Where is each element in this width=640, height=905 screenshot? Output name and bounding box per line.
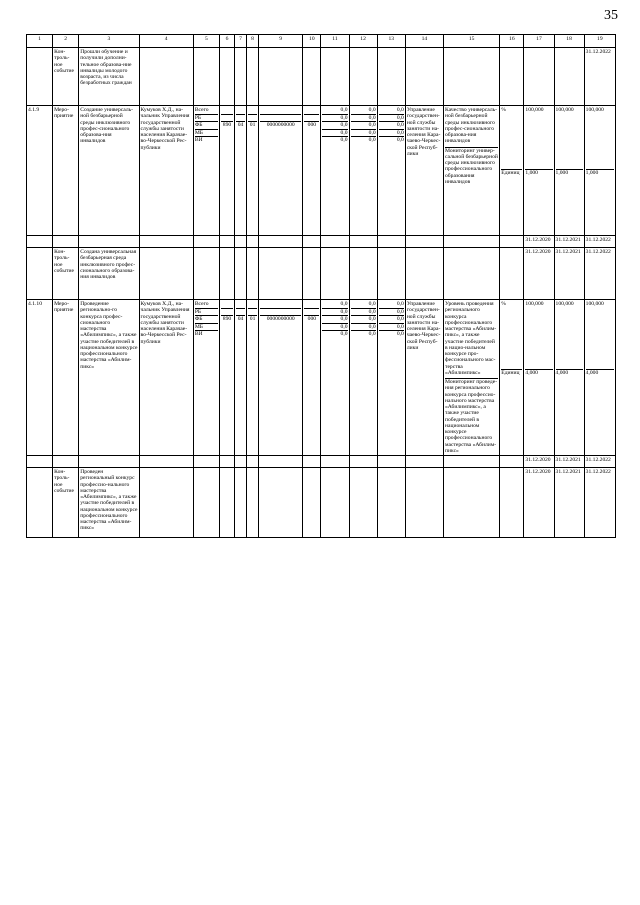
date-cell: 31.12.2021 (554, 236, 584, 248)
cell (219, 456, 234, 468)
date-cell: 31.12.2022 (584, 48, 615, 106)
cell (444, 468, 500, 538)
budget-source-cell (193, 300, 219, 456)
code-value: 01 (249, 122, 256, 128)
cell (139, 236, 193, 248)
cell (500, 468, 524, 538)
date-cell: 31.12.2021 (554, 248, 584, 300)
table-row (27, 456, 616, 468)
amount-value: 0,0 (351, 308, 376, 316)
amount-value: 0,0 (322, 121, 347, 129)
value-cell (584, 106, 615, 236)
amount-value: 0,0 (379, 136, 404, 144)
cell (53, 236, 79, 248)
indicator-value: 1,000 (525, 170, 538, 176)
code-cell (235, 106, 247, 236)
cell (79, 456, 139, 468)
code-cell (219, 106, 234, 236)
amount-value: 0,0 (368, 301, 376, 307)
code-value: 0000000000 (260, 121, 301, 129)
header-cell: 4 (139, 35, 193, 48)
cell (321, 48, 349, 106)
indicator-value: 4,000 (555, 370, 569, 376)
cell (349, 468, 377, 538)
amount-value: 0,0 (322, 114, 347, 122)
indicator-name: Качество универсаль-ной безбарьерной среды инклюзивного профес-сионального образова-ния инвалидов (445, 107, 498, 148)
cell (193, 468, 219, 538)
cell (247, 456, 259, 468)
amount-value: 0,0 (351, 121, 376, 129)
code-cell (259, 300, 303, 456)
cell (500, 48, 524, 106)
unit-cell (500, 106, 524, 236)
code-value: 000 (304, 121, 319, 129)
cell (219, 248, 234, 300)
amount-value: 0,0 (379, 315, 404, 323)
header-cell: 5 (193, 35, 219, 48)
indicator-value: 100,000 (586, 107, 614, 170)
code-cell (235, 300, 247, 456)
row-description: Создана универсальная безбарьерная среда инклюзивного профес-сионального образова-ния инвалидов (79, 248, 139, 300)
header-cell: 11 (321, 35, 349, 48)
cell (27, 48, 53, 106)
amount-cell (377, 106, 405, 236)
row-kind: Кон-троль-ное событие (53, 468, 79, 538)
table-row (27, 236, 616, 248)
unit-value: % (501, 301, 522, 370)
budget-source: ВИ (195, 136, 218, 144)
cell (219, 48, 234, 106)
cell (321, 236, 349, 248)
cell (444, 456, 500, 468)
page-number: 35 (604, 8, 618, 23)
amount-value: 0,0 (340, 107, 348, 113)
cell (405, 236, 443, 248)
cell (405, 456, 443, 468)
executor-cell: Управление государствен-ной службы занятости на-селения Кара-чаево-Черкес-ской Респуб-лики (405, 106, 443, 236)
amount-value: 0,0 (379, 323, 404, 331)
row-description: Проведение регионально-го конкурса профес-сионального мастерства «Абилимпикс», а также участие победителей в национальном конкурсе профессионального мастерства «Абилим-пикс» (79, 300, 139, 456)
table-row (27, 248, 616, 300)
header-cell: 1 (27, 35, 53, 48)
header-cell: 13 (377, 35, 405, 48)
header-cell: 19 (584, 35, 615, 48)
cell (53, 456, 79, 468)
budget-source: ФБ (195, 315, 218, 323)
unit-value: Единиц (501, 370, 520, 376)
code-cell (303, 106, 321, 236)
cell (259, 236, 303, 248)
code-cell (247, 300, 259, 456)
cell (303, 468, 321, 538)
amount-cell (349, 106, 377, 236)
date-cell: 31.12.2022 (584, 236, 615, 248)
cell (259, 48, 303, 106)
amount-value: 0,0 (396, 107, 404, 113)
indicator-name: Мониторинг универ-сальной безбарьерной среды инклюзивного профессионального образования инвалидов (445, 147, 498, 185)
cell (349, 456, 377, 468)
table-row (27, 300, 616, 456)
code-value: 0000000000 (260, 315, 301, 323)
date-cell: 31.12.2021 (554, 468, 584, 538)
cell (405, 48, 443, 106)
indicator-value: 100,000 (556, 301, 583, 370)
header-cell: 18 (554, 35, 584, 48)
table-row (27, 468, 616, 538)
cell (349, 236, 377, 248)
budget-source: МБ (195, 323, 218, 331)
amount-cell (321, 106, 349, 236)
amount-cell (349, 300, 377, 456)
row-number: 4.1.9 (27, 106, 53, 236)
amount-value: 0,0 (379, 308, 404, 316)
cell (303, 456, 321, 468)
value-cell (524, 300, 554, 456)
cell (235, 248, 247, 300)
cell (377, 468, 405, 538)
cell (444, 48, 500, 106)
code-value: 890 (222, 122, 232, 128)
unit-value: % (501, 107, 522, 170)
indicator-value: 100,000 (586, 301, 614, 370)
amount-value: 0,0 (351, 136, 376, 144)
responsible-person: Кумуков Х.Д., на-чальник Управления государственной службы занятости населения Карачае-во-Черкесской Рес-публики (139, 300, 193, 456)
cell (247, 236, 259, 248)
budget-source: МБ (195, 129, 218, 137)
cell (193, 456, 219, 468)
header-cell: 14 (405, 35, 443, 48)
row-kind: Кон-троль-ное событие (53, 248, 79, 300)
cell (259, 468, 303, 538)
budget-source: Всего (194, 107, 209, 113)
amount-value: 0,0 (368, 107, 376, 113)
amount-value: 0,0 (322, 330, 347, 338)
code-cell (303, 300, 321, 456)
cell (405, 248, 443, 300)
indicator-value: 1,000 (555, 170, 569, 176)
header-cell: 15 (444, 35, 500, 48)
amount-value: 0,0 (379, 129, 404, 137)
code-cell (259, 106, 303, 236)
cell (500, 248, 524, 300)
amount-value: 0,0 (351, 129, 376, 137)
cell (139, 248, 193, 300)
row-description: Создание универсаль-ной безбарьерной среды инклюзивного профес-сионального образова-ния инвалидов (79, 106, 139, 236)
cell (219, 468, 234, 538)
header-cell: 3 (79, 35, 139, 48)
unit-cell (500, 300, 524, 456)
budget-source: ФБ (195, 121, 218, 129)
cell (259, 248, 303, 300)
cell (27, 468, 53, 538)
table-row (27, 48, 616, 106)
code-value: 04 (237, 316, 244, 322)
indicator-name: Мониторинг проведе-ния регионального конкурса профессио-нального мастерства «Абилимпикс», а также участие победителей в национальном конкурсе профессионального мастерства «Абилим-пикс» (445, 379, 498, 454)
cell (303, 236, 321, 248)
unit-value: Единиц (501, 170, 520, 176)
cell (247, 48, 259, 106)
cell (405, 468, 443, 538)
cell (377, 236, 405, 248)
cell (303, 248, 321, 300)
cell (259, 456, 303, 468)
header-cell: 8 (247, 35, 259, 48)
cell (219, 236, 234, 248)
indicator-cell (444, 106, 500, 236)
cell (321, 468, 349, 538)
header-row (27, 35, 616, 48)
indicator-cell (444, 300, 500, 456)
date-cell: 31.12.2020 (524, 468, 554, 538)
cell (321, 456, 349, 468)
executor-cell: Управление государствен-ной службы занятости на-селения Кара-чаево-Черкес-ской Респуб-лики (405, 300, 443, 456)
row-kind: Меро-приятие (53, 106, 79, 236)
cell (193, 248, 219, 300)
value-cell (524, 106, 554, 236)
cell (235, 456, 247, 468)
amount-value: 0,0 (379, 121, 404, 129)
code-cell (247, 106, 259, 236)
indicator-value: 4,000 (525, 370, 538, 376)
cell (139, 48, 193, 106)
amount-value: 0,0 (379, 114, 404, 122)
header-cell: 7 (235, 35, 247, 48)
budget-source: Всего (194, 301, 209, 307)
indicator-value: 100,000 (525, 107, 552, 170)
header-cell: 10 (303, 35, 321, 48)
cell (247, 468, 259, 538)
code-value: 04 (237, 122, 244, 128)
amount-value: 0,0 (351, 114, 376, 122)
cell (27, 248, 53, 300)
row-kind: Меро-приятие (53, 300, 79, 456)
row-kind: Кон-троль-ное событие (53, 48, 79, 106)
amount-cell (377, 300, 405, 456)
cell (377, 248, 405, 300)
amount-value: 0,0 (322, 136, 347, 144)
cell (500, 236, 524, 248)
indicator-value: 100,000 (556, 107, 583, 170)
cell (235, 236, 247, 248)
cell (235, 468, 247, 538)
cell (377, 456, 405, 468)
date-cell: 31.12.2022 (584, 248, 615, 300)
code-value: 01 (249, 316, 256, 322)
amount-value: 0,0 (396, 301, 404, 307)
date-cell: 31.12.2020 (524, 236, 554, 248)
cell (79, 236, 139, 248)
cell (27, 456, 53, 468)
code-cell (219, 300, 234, 456)
cell (193, 48, 219, 106)
cell (303, 48, 321, 106)
code-value: 000 (304, 315, 319, 323)
program-table (26, 34, 616, 538)
amount-value: 0,0 (351, 330, 376, 338)
header-cell: 16 (500, 35, 524, 48)
budget-source-cell (193, 106, 219, 236)
value-cell (554, 106, 584, 236)
responsible-person: Кумуков Х.Д., на-чальник Управления государственной службы занятости населения Карачае-во-Черкесской Рес-публики (139, 106, 193, 236)
row-description: Проведен региональный конкурс профессио-нального мастерства «Абилимпикс», а также участие победителей в национальном конкурсе профессионального мастерства «Абилим-пикс» (79, 468, 139, 538)
indicator-name: Уровень проведения регионального конкурса профессионального мастерства «Абилим-пикс», а также участие победителей в нацио-нальном конкурсе про-фессионального мас-терства «Абилимпикс» (445, 301, 498, 379)
date-cell (524, 48, 554, 106)
cell (27, 236, 53, 248)
cell (349, 248, 377, 300)
cell (444, 248, 500, 300)
cell (139, 468, 193, 538)
indicator-value: 1,000 (585, 170, 599, 176)
header-cell: 6 (219, 35, 234, 48)
cell (321, 248, 349, 300)
cell (193, 236, 219, 248)
row-description: Прошли обучение и получили дополни-тельное образова-ние инвалиды молодого возраста, из числа безработных граждан (79, 48, 139, 106)
value-cell (554, 300, 584, 456)
amount-cell (321, 300, 349, 456)
date-cell: 31.12.2020 (524, 456, 554, 468)
table-row (27, 106, 616, 236)
cell (235, 48, 247, 106)
cell (139, 456, 193, 468)
date-cell: 31.12.2021 (554, 456, 584, 468)
code-value: 890 (222, 316, 232, 322)
cell (377, 48, 405, 106)
date-cell: 31.12.2022 (584, 456, 615, 468)
value-cell (584, 300, 615, 456)
amount-value: 0,0 (351, 315, 376, 323)
cell (444, 236, 500, 248)
budget-source: РБ (195, 308, 218, 316)
amount-value: 0,0 (351, 323, 376, 331)
date-cell: 31.12.2020 (524, 248, 554, 300)
amount-value: 0,0 (322, 323, 347, 331)
cell (349, 48, 377, 106)
amount-value: 0,0 (340, 301, 348, 307)
budget-source: ВИ (195, 330, 218, 338)
cell (247, 248, 259, 300)
header-cell: 9 (259, 35, 303, 48)
indicator-value: 100,000 (525, 301, 552, 370)
indicator-value: 4,000 (585, 370, 599, 376)
header-cell: 12 (349, 35, 377, 48)
amount-value: 0,0 (322, 315, 347, 323)
amount-value: 0,0 (322, 129, 347, 137)
date-cell (554, 48, 584, 106)
header-cell: 17 (524, 35, 554, 48)
row-number: 4.1.10 (27, 300, 53, 456)
amount-value: 0,0 (379, 330, 404, 338)
cell (500, 456, 524, 468)
amount-value: 0,0 (322, 308, 347, 316)
budget-source: РБ (195, 114, 218, 122)
header-cell: 2 (53, 35, 79, 48)
date-cell: 31.12.2022 (584, 468, 615, 538)
